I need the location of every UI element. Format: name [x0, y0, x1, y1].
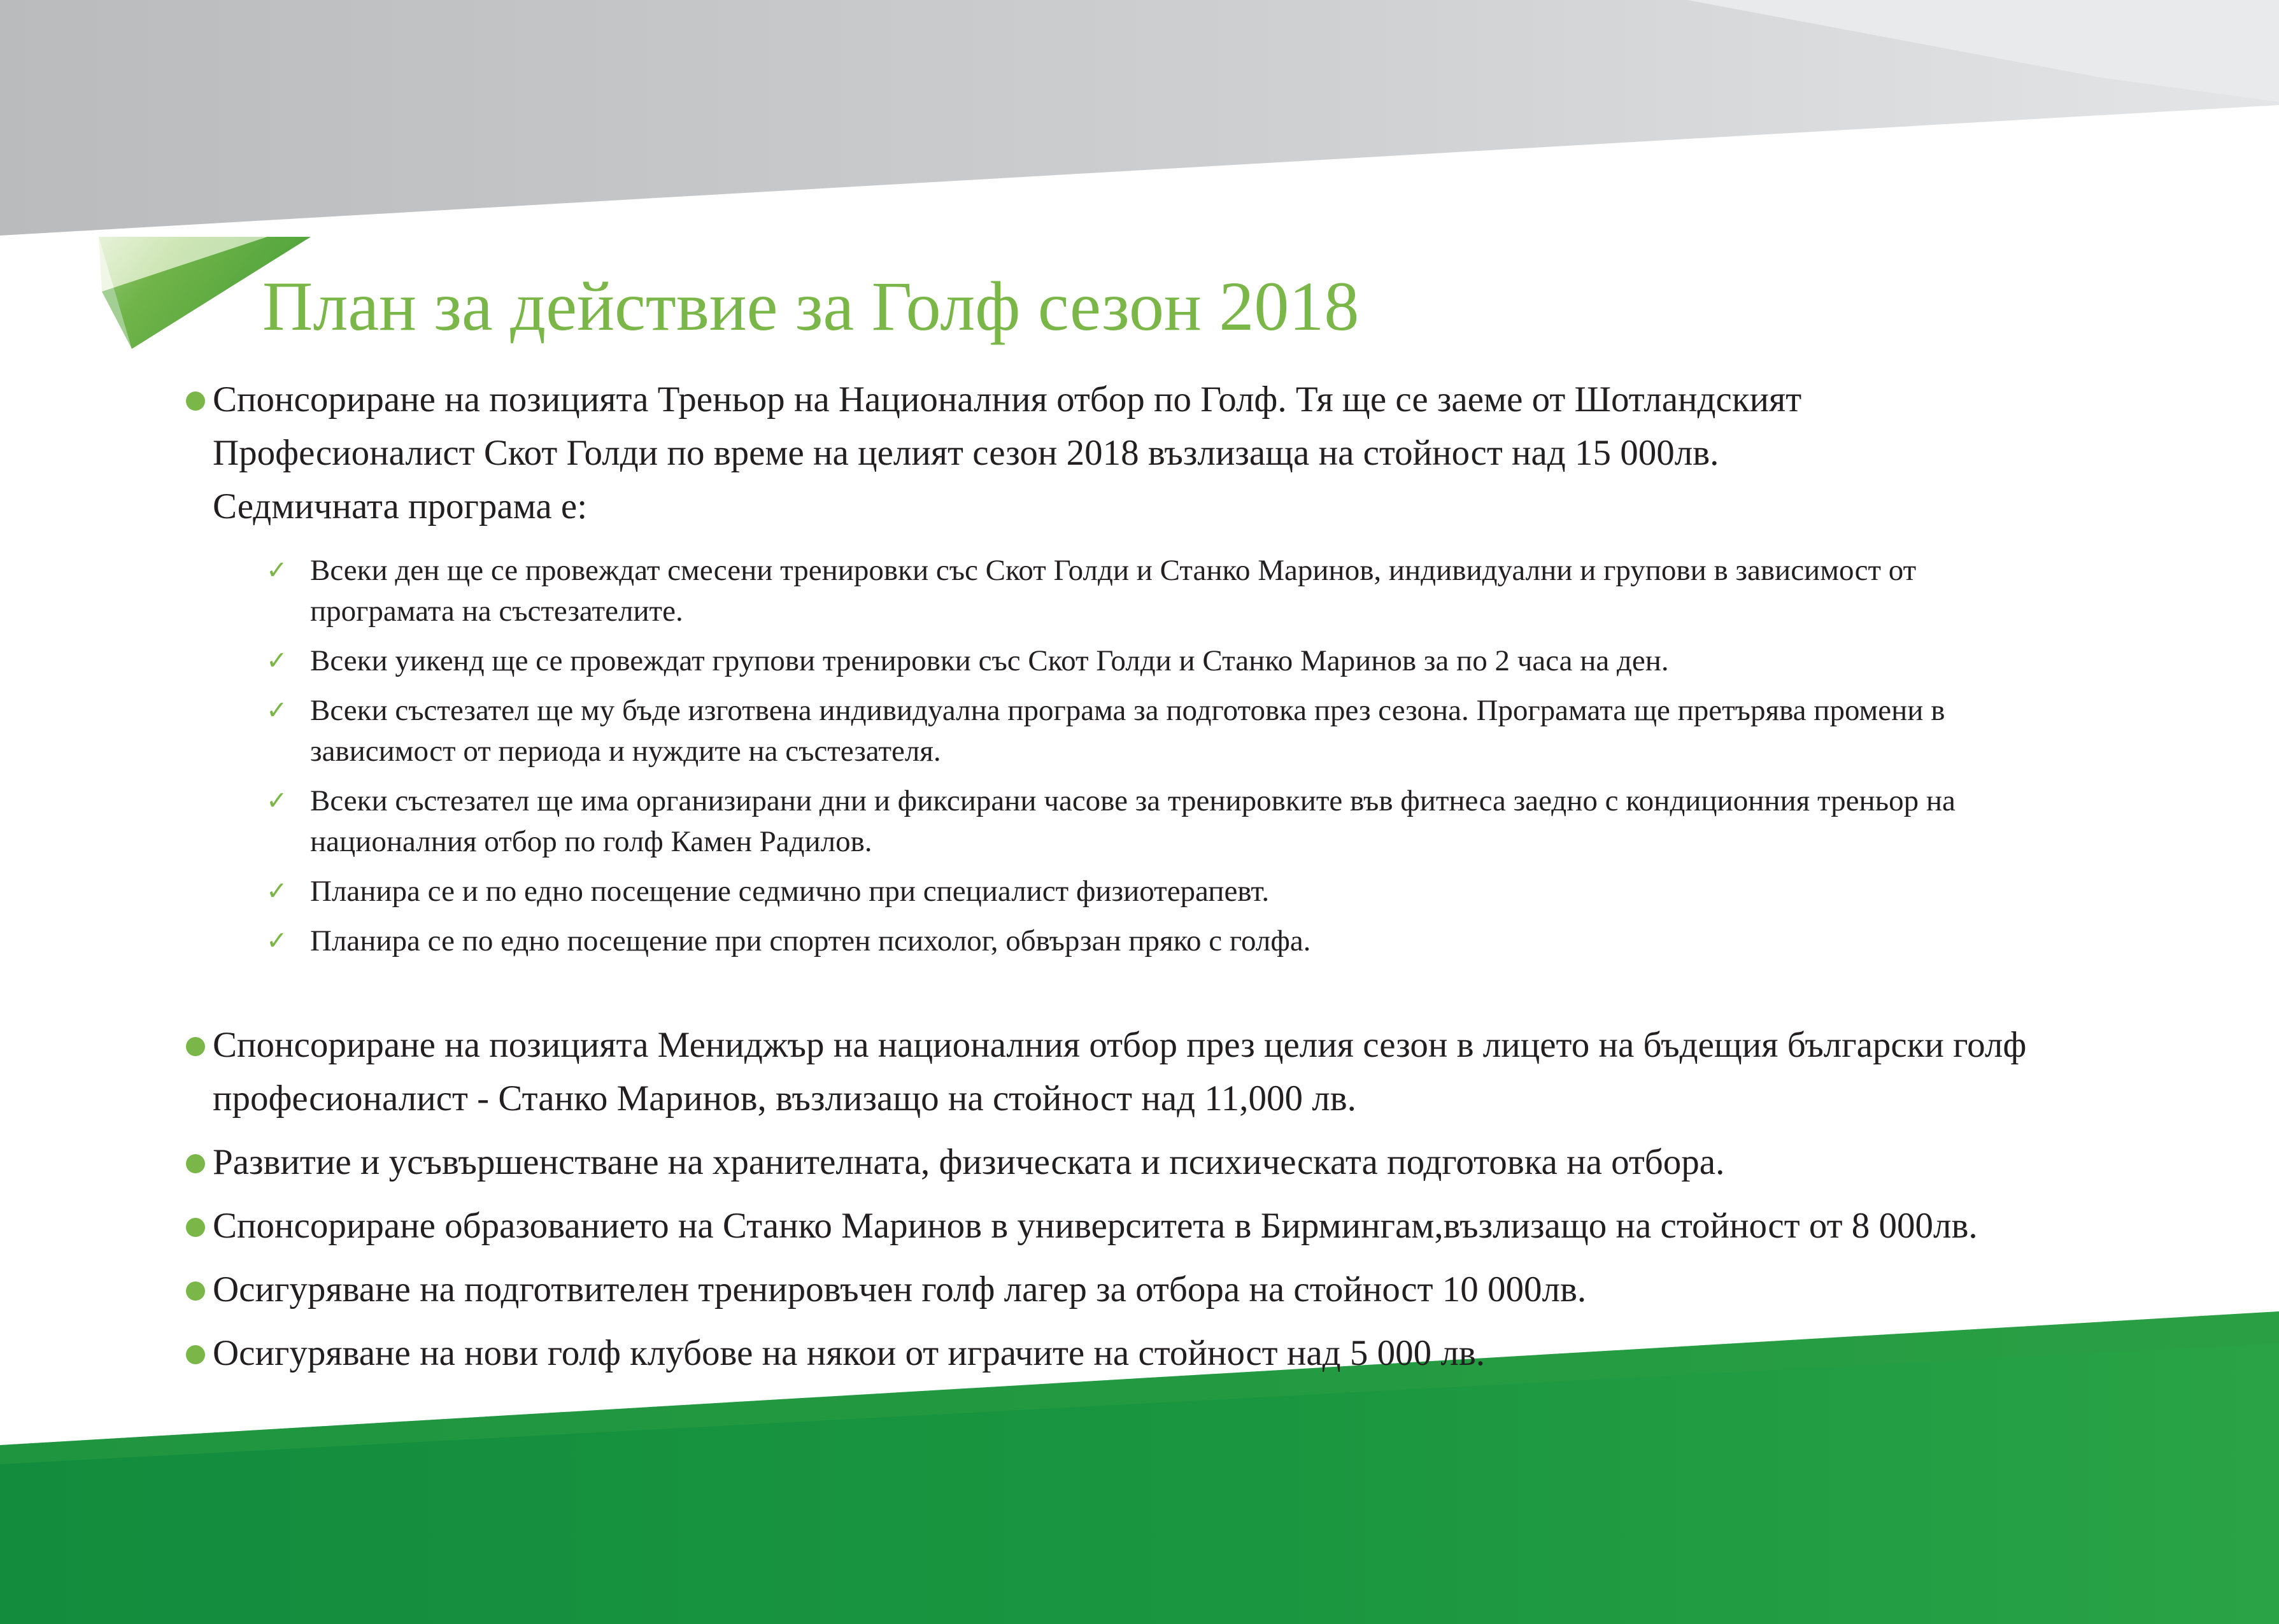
sub-list-item [213, 550, 2192, 632]
sub-item-text-line: програмата на състезателите. [310, 595, 683, 628]
sub-list-item [213, 871, 2192, 912]
list-item-golf-clubs [180, 1327, 2192, 1380]
item-text-line: Развитие и усъвършенстване на хранителната, физическата и психическата подготовка на отбора. [213, 1142, 1725, 1182]
item-text-line: Спонсориране на позицията Треньор на Националния отбор по Голф. Тя ще се заеме от Шотландският [213, 379, 1802, 420]
sub-item-text-line: Всеки състезател ще му бъде изготвена индивидуална програма за подготовка през сезона. Програмата ще претърява промени в [310, 694, 1945, 727]
sub-item-text-line: Всеки уикенд ще се провеждат групови тренировки със Скот Голди и Станко Маринов за по 2 часа на ден. [310, 644, 1669, 677]
sub-item-text-line: Планира се и по едно посещение седмично при специалист физиотерапевт. [310, 875, 1270, 908]
sub-list-item [213, 921, 2192, 961]
list-item-education-sponsorship [180, 1199, 2192, 1253]
item-text-line: Спонсориране образованието на Станко Маринов в университета в Бирмингам,възлизащо на стойност от 8 000лв. [213, 1206, 1978, 1246]
sub-list-item [213, 640, 2192, 681]
sub-item-text-line: Планира се по едно посещение при спортен психолог, обвързан пряко с голфа. [310, 924, 1311, 957]
sub-item-text-line: зависимост от периода и нуждите на състезателя. [310, 735, 941, 768]
list-item-preparation [180, 1136, 2192, 1189]
item-text-line: Осигуряване на нови голф клубове на някои от играчите на стойност над 5 000 лв. [213, 1333, 1485, 1373]
checkmark-icon: ✓ [266, 646, 288, 675]
weekly-program-list [213, 550, 2192, 961]
sub-item-text-line: националния отбор по голф Камен Радилов. [310, 825, 872, 858]
checkmark-icon: ✓ [266, 877, 288, 906]
green-dot-bullet-icon [186, 1345, 205, 1364]
item-text-line: Седмичната програма е: [213, 486, 588, 526]
list-item-coach-sponsorship [180, 373, 2192, 961]
action-plan-list [180, 373, 2192, 1380]
green-dot-bullet-icon [186, 1282, 205, 1301]
green-dot-bullet-icon [186, 1037, 205, 1056]
list-item-training-camp [180, 1263, 2192, 1317]
sub-list-item [213, 780, 2192, 862]
page-title: План за действие за Голф сезон 2018 [262, 267, 1360, 345]
checkmark-icon: ✓ [266, 786, 288, 816]
item-text-line: Спонсориране на позицията Мениджър на националния отбор през целия сезон в лицето на бъдещия български голф [213, 1025, 2027, 1065]
green-dot-bullet-icon [186, 1154, 205, 1173]
green-dot-bullet-icon [186, 392, 205, 411]
sub-item-text-line: Всеки състезател ще има организирани дни и фиксирани часове за тренировките във фитнеса заедно с кондиционния треньор на [310, 784, 1956, 817]
item-text-line: Осигуряване на подготвителен тренировъчен голф лагер за отбора на стойност 10 000лв. [213, 1269, 1587, 1310]
checkmark-icon: ✓ [266, 556, 288, 585]
item-text-line: професионалист - Станко Маринов, възлизащо на стойност над 11,000 лв. [213, 1078, 1356, 1119]
sub-list-item [213, 690, 2192, 772]
sub-item-text-line: Всеки ден ще се провеждат смесени тренировки със Скот Голди и Станко Маринов, индивидуални и групови в зависимост от [310, 554, 1917, 587]
list-item-manager-sponsorship [180, 1019, 2192, 1126]
green-dot-bullet-icon [186, 1218, 205, 1237]
checkmark-icon: ✓ [266, 696, 288, 725]
checkmark-icon: ✓ [266, 926, 288, 956]
item-text-line: Професионалист Скот Голди по време на целият сезон 2018 възлизаща на стойност над 15 000лв. [213, 433, 1719, 473]
